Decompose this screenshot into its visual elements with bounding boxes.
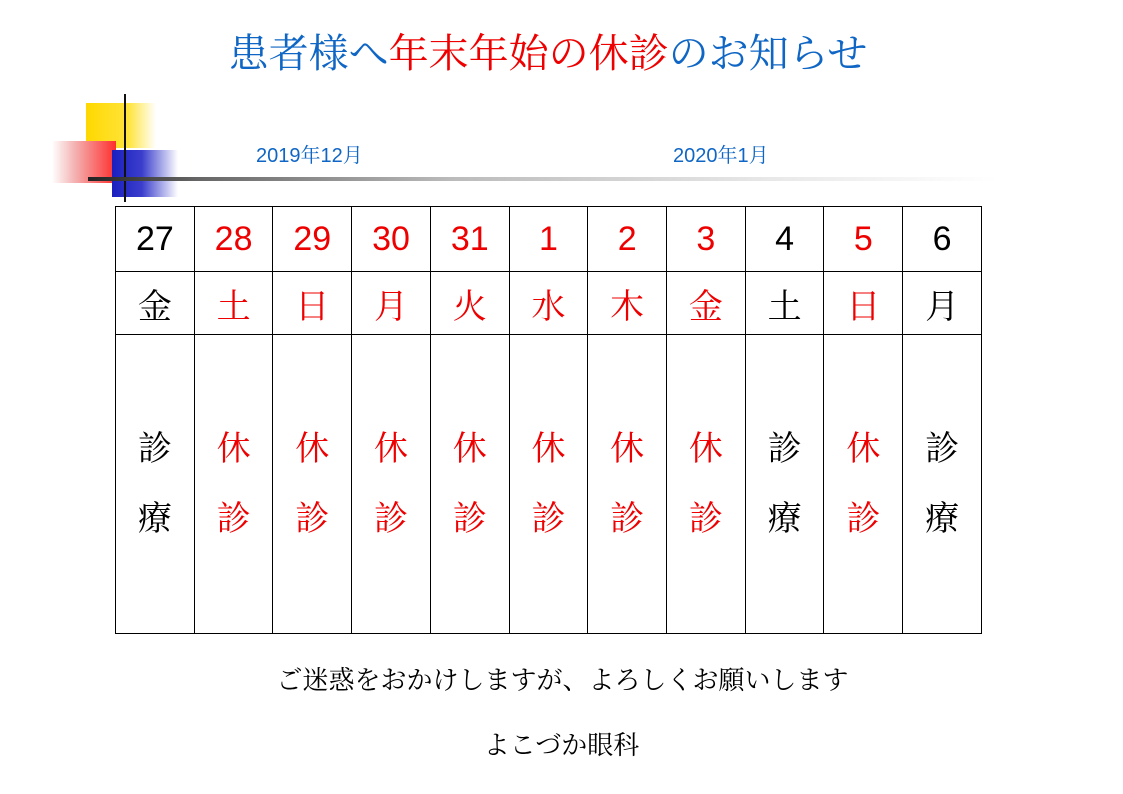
status-char-1: 休 — [531, 429, 566, 469]
title-part-patients: 患者様へ — [228, 31, 389, 77]
status-cell — [824, 335, 903, 634]
weekday-cell — [352, 272, 431, 335]
date-number: 2 — [617, 219, 637, 258]
weekday-label: 日 — [295, 286, 330, 327]
date-number: 27 — [135, 219, 174, 258]
status-row — [116, 335, 982, 634]
date-cell — [903, 207, 982, 272]
weekday-cell — [116, 272, 195, 335]
weekday-row — [116, 272, 982, 335]
weekday-cell — [667, 272, 746, 335]
title-part-notice: のお知らせ — [668, 31, 868, 77]
date-cell — [824, 207, 903, 272]
status-cell — [509, 335, 588, 634]
status-cell — [352, 335, 431, 634]
date-cell — [667, 207, 746, 272]
status-char-2: 診 — [610, 499, 645, 539]
status-cell — [667, 335, 746, 634]
date-cell — [588, 207, 667, 272]
apology-text: ご迷惑をおかけしますが、よろしくお願いします — [276, 666, 849, 696]
status-char-2: 療 — [925, 499, 960, 539]
decorative-vertical-line — [124, 94, 126, 202]
status-char-1: 診 — [137, 429, 172, 469]
weekday-label: 土 — [767, 286, 802, 327]
weekday-cell — [745, 272, 824, 335]
weekday-label: 月 — [374, 286, 409, 327]
title-part-holiday: 年末年始の休診 — [388, 31, 669, 77]
status-char-2: 診 — [216, 499, 251, 539]
status-cell — [116, 335, 195, 634]
status-char-1: 休 — [295, 429, 330, 469]
weekday-cell — [194, 272, 273, 335]
status-char-1: 診 — [767, 429, 802, 469]
weekday-cell — [588, 272, 667, 335]
month-label-december: 2019年12月 — [256, 145, 363, 167]
date-row — [116, 207, 982, 272]
date-cell — [352, 207, 431, 272]
status-char-2: 療 — [137, 499, 172, 539]
status-cell — [430, 335, 509, 634]
decorative-blue-block — [112, 150, 178, 197]
weekday-label: 月 — [925, 286, 960, 327]
status-cell — [194, 335, 273, 634]
date-number: 6 — [932, 219, 952, 258]
date-cell — [430, 207, 509, 272]
status-char-2: 診 — [846, 499, 881, 539]
status-char-1: 休 — [374, 429, 409, 469]
weekday-label: 水 — [531, 286, 566, 327]
weekday-label: 金 — [688, 286, 723, 327]
date-number: 28 — [214, 219, 253, 258]
date-number: 5 — [853, 219, 873, 258]
status-cell — [588, 335, 667, 634]
weekday-cell — [273, 272, 352, 335]
weekday-label: 日 — [846, 286, 881, 327]
date-cell — [273, 207, 352, 272]
page-title — [0, 22, 1096, 86]
status-char-2: 診 — [295, 499, 330, 539]
status-char-2: 診 — [452, 499, 487, 539]
date-cell — [116, 207, 195, 272]
date-number: 30 — [372, 219, 410, 258]
status-char-1: 休 — [846, 429, 881, 469]
date-cell — [194, 207, 273, 272]
status-char-1: 休 — [452, 429, 487, 469]
status-char-2: 診 — [374, 499, 409, 539]
date-cell — [745, 207, 824, 272]
month-label-january: 2020年1月 — [673, 145, 769, 167]
date-number: 3 — [696, 219, 716, 258]
weekday-label: 木 — [610, 286, 645, 327]
decorative-horizontal-rule — [88, 177, 998, 181]
weekday-label: 火 — [452, 286, 487, 327]
weekday-cell — [824, 272, 903, 335]
weekday-cell — [903, 272, 982, 335]
weekday-label: 金 — [137, 286, 172, 327]
status-char-1: 休 — [216, 429, 251, 469]
status-char-1: 診 — [925, 429, 960, 469]
date-number: 29 — [293, 219, 332, 258]
date-number: 4 — [775, 219, 795, 258]
status-char-2: 診 — [531, 499, 566, 539]
apology-notice — [0, 660, 1123, 697]
status-cell — [273, 335, 352, 634]
status-char-2: 診 — [688, 499, 723, 539]
weekday-cell — [430, 272, 509, 335]
weekday-cell — [509, 272, 588, 335]
status-cell — [903, 335, 982, 634]
status-char-1: 休 — [688, 429, 723, 469]
date-cell — [509, 207, 588, 272]
status-char-2: 療 — [767, 499, 802, 539]
holiday-calendar-table — [115, 206, 982, 634]
clinic-name: よこづか眼科 — [483, 731, 640, 761]
status-cell — [745, 335, 824, 634]
date-number: 1 — [538, 219, 558, 258]
status-char-1: 休 — [610, 429, 645, 469]
date-number: 31 — [450, 219, 489, 258]
weekday-label: 土 — [216, 286, 251, 327]
